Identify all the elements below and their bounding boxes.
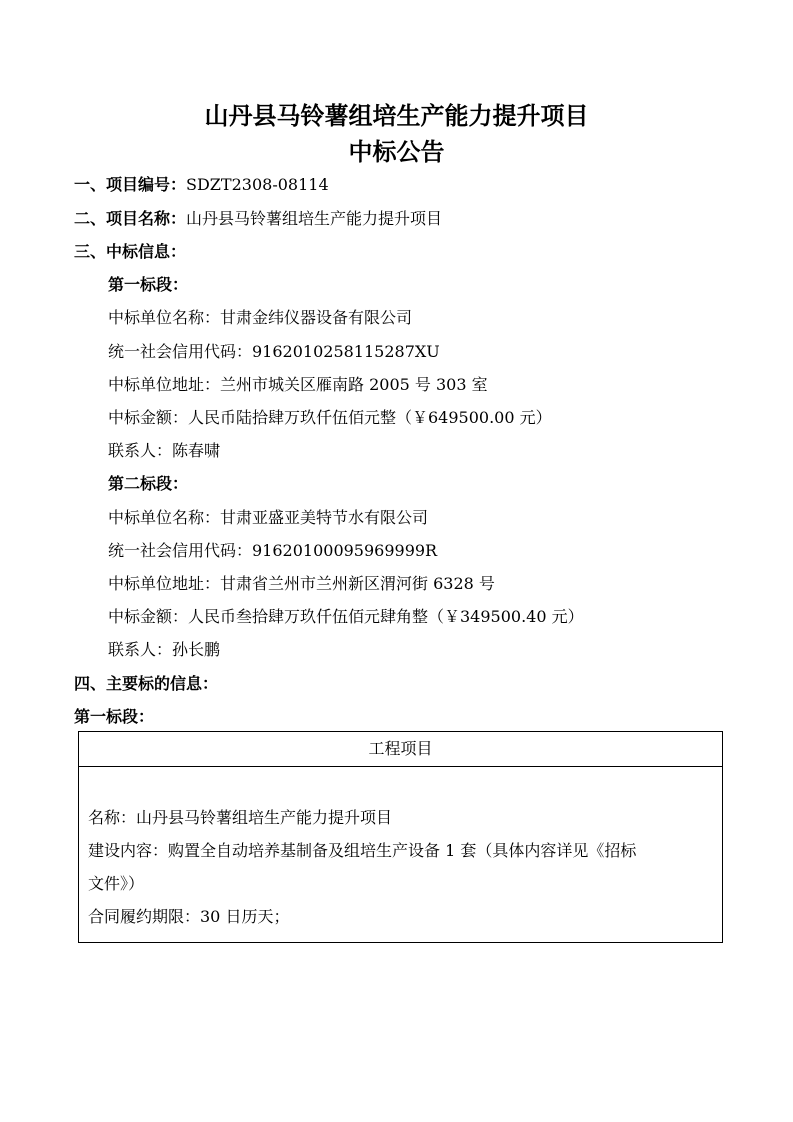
document-subtitle: 中标公告 <box>348 138 445 166</box>
lot-2-contact: 联系人：孙长鹏 <box>108 640 221 659</box>
section-award-info <box>74 241 186 263</box>
lot-2-heading: 第二标段： <box>108 474 189 493</box>
lot-1-credit-code: 统一社会信用代码：9162010258115287XU <box>108 342 440 361</box>
lot-2-credit-code: 统一社会信用代码：91620100095969999R <box>108 541 438 560</box>
section-label: 四、主要标的信息： <box>74 674 219 693</box>
subject-content-continued: 文件》） <box>88 874 145 893</box>
subject-table-header: 工程项目 <box>79 732 722 767</box>
lot-2-address: 中标单位地址：甘肃省兰州市兰州新区渭河街 6328 号 <box>108 574 495 593</box>
subject-content: 建设内容：购置全自动培养基制备及组培生产设备 1 套（具体内容详见《招标 <box>88 841 637 860</box>
section-project-name <box>74 208 442 230</box>
lot-2-company: 中标单位名称：甘肃亚盛亚美特节水有限公司 <box>108 508 429 527</box>
subject-name: 名称：山丹县马铃薯组培生产能力提升项目 <box>88 808 393 827</box>
section-label: 三、中标信息： <box>74 242 187 261</box>
lot-1-amount: 中标金额：人民币陆拾肆万玖仟伍佰元整（￥649500.00 元） <box>108 408 552 427</box>
document-title: 山丹县马铃薯组培生产能力提升项目 <box>204 102 589 130</box>
subject-table <box>78 731 723 943</box>
lot-2-amount: 中标金额：人民币叁拾肆万玖仟伍佰元肆角整（￥349500.40 元） <box>108 607 584 626</box>
main-subject-lot-heading: 第一标段： <box>74 707 155 726</box>
section-label: 一、项目编号： <box>74 175 187 194</box>
subject-period: 合同履约期限：30 日历天； <box>88 907 290 926</box>
section-main-subject <box>74 673 218 695</box>
section-label: 二、项目名称： <box>74 209 187 228</box>
project-number-value: SDZT2308-08114 <box>186 175 329 194</box>
lot-1-address: 中标单位地址：兰州市城关区雁南路 2005 号 303 室 <box>108 375 488 394</box>
lot-1-company: 中标单位名称：甘肃金纬仪器设备有限公司 <box>108 308 413 327</box>
lot-1-heading: 第一标段： <box>108 275 189 294</box>
lot-1-contact: 联系人：陈春啸 <box>108 441 221 460</box>
section-project-number <box>74 174 329 196</box>
project-name-value: 山丹县马铃薯组培生产能力提升项目 <box>186 209 443 228</box>
